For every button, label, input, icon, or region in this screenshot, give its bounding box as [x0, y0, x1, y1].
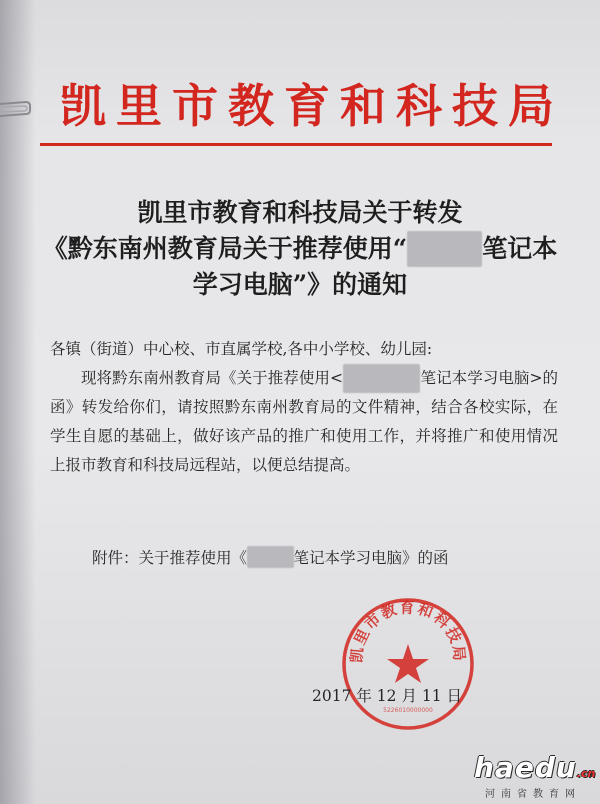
title-line-2-suffix: 笔记本	[482, 234, 558, 263]
watermark-logo: haedu.cn	[474, 751, 596, 784]
title-line-2	[40, 231, 560, 267]
document-title	[40, 195, 560, 303]
watermark-subtitle: 河南省教育网	[485, 789, 581, 800]
redacted-brand	[407, 231, 482, 267]
title-line-2-prefix: 《黔东南州教育局关于推荐使用“	[42, 234, 408, 263]
redacted-brand	[247, 546, 294, 568]
letterhead-title: 凯里市教育和科技局	[60, 79, 564, 133]
title-line-3: 学习电脑”》的通知	[192, 270, 408, 299]
paper-clip-icon	[0, 96, 32, 126]
attachment-line	[92, 546, 449, 568]
body-suffix: 笔记本学习电脑>的函》转发给你们，请按照黔东南州教育局的文件精神，结合各校实际，在学生自愿的基础上，做好该产品的推广和使用工作，并将推广和使用情况上报市教育和科技局远程站，以便总结提高。	[50, 369, 558, 474]
attachment-prefix: 附件：关于推荐使用《	[92, 549, 248, 567]
redacted-brand	[343, 364, 421, 393]
document-body	[50, 335, 558, 480]
title-line-1: 凯里市教育和科技局关于转发	[137, 198, 463, 227]
official-seal-stamp	[336, 592, 480, 736]
body-prefix: 现将黔东南州教育局《关于推荐使用<	[81, 369, 343, 387]
document-date: 2017 年 12 月 11 日	[312, 687, 463, 705]
body-paragraph	[50, 364, 558, 480]
site-watermark	[474, 751, 596, 800]
svg-text:凯里市教育和科技局: 凯里市教育和科技局	[347, 598, 469, 664]
svg-text:5226010000000: 5226010000000	[383, 707, 433, 714]
salutation: 各镇（街道）中心校、市直属学校,各中小学校、幼儿园:	[50, 340, 433, 358]
letterhead-red-rule	[40, 143, 552, 146]
attachment-suffix: 笔记本学习电脑》的函	[293, 549, 449, 567]
